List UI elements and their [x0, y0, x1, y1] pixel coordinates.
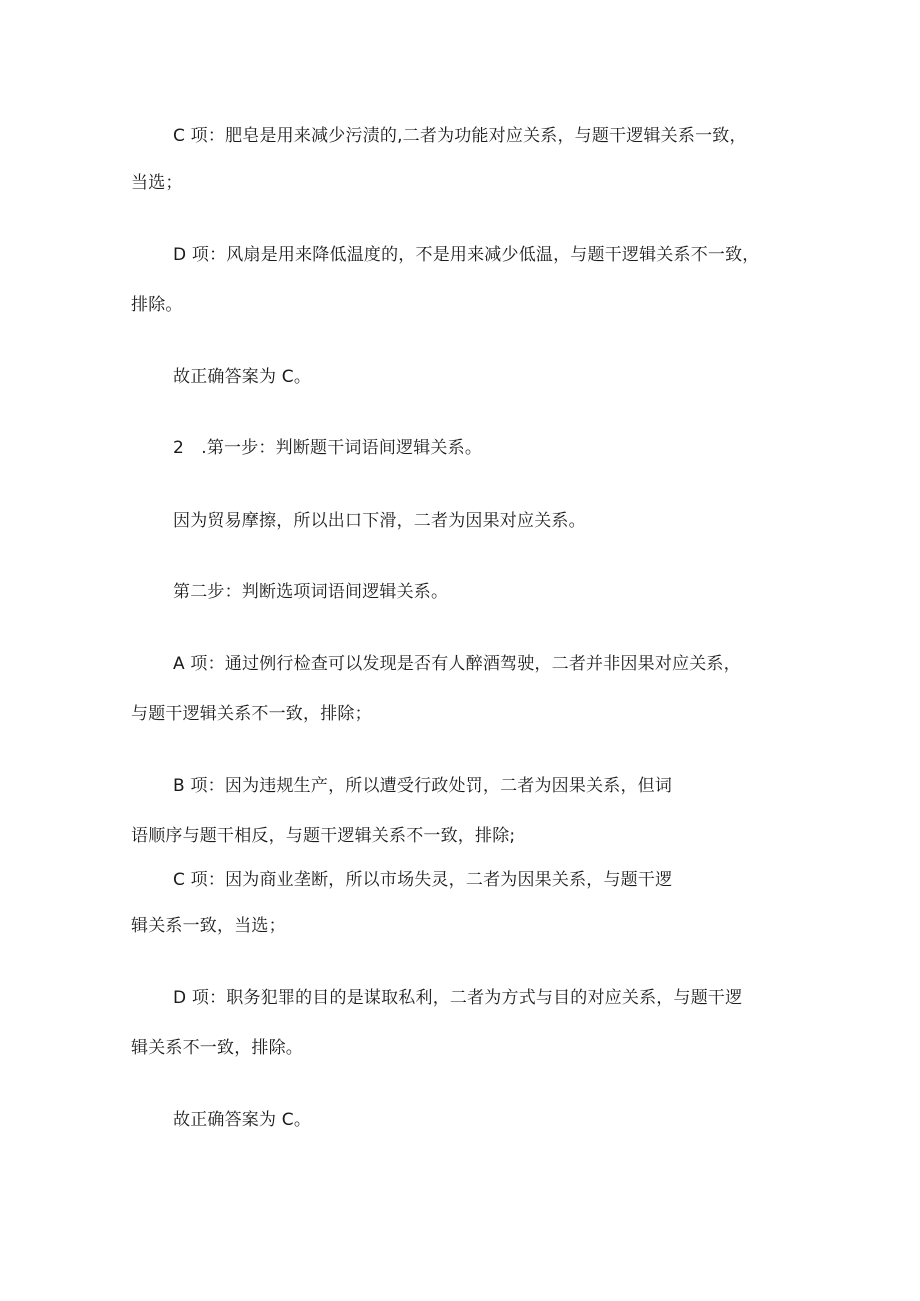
paragraph-line: B 项：因为违规生产，所以遭受行政处罚，二者为因果关系，但词 — [173, 776, 673, 796]
paragraph-line: 第二步：判断选项词语间逻辑关系。 — [173, 582, 449, 602]
paragraph-line: 辑关系一致，当选； — [131, 916, 286, 936]
paragraph-line: 因为贸易摩擦，所以出口下滑，二者为因果对应关系。 — [173, 511, 586, 531]
paragraph-line: C 项：因为商业垄断，所以市场失灵，二者为因果关系，与题干逻 — [173, 870, 673, 890]
paragraph-line: 当选； — [131, 173, 183, 193]
paragraph-line: C 项：肥皂是用来减少污渍的,二者为功能对应关系，与题干逻辑关系一致， — [173, 126, 747, 146]
paragraph-line: 故正确答案为 C。 — [173, 1110, 312, 1130]
paragraph-line: 语顺序与题干相反，与题干逻辑关系不一致，排除; — [131, 826, 516, 846]
paragraph-line: 与题干逻辑关系不一致，排除； — [131, 704, 372, 724]
paragraph-line: D 项：风扇是用来降低温度的，不是用来减少低温，与题干逻辑关系不一致， — [173, 245, 760, 265]
paragraph-line: 排除。 — [131, 295, 183, 315]
paragraph-line: 2 .第一步：判断题干词语间逻辑关系。 — [173, 438, 483, 458]
paragraph-line: 辑关系不一致，排除。 — [131, 1038, 303, 1058]
paragraph-line: D 项：职务犯罪的目的是谋取私利，二者为方式与目的对应关系，与题干逻 — [173, 988, 743, 1008]
paragraph-line: 故正确答案为 C。 — [173, 367, 312, 387]
paragraph-line: A 项：通过例行检查可以发现是否有人醉酒驾驶，二者并非因果对应关系， — [173, 654, 741, 674]
